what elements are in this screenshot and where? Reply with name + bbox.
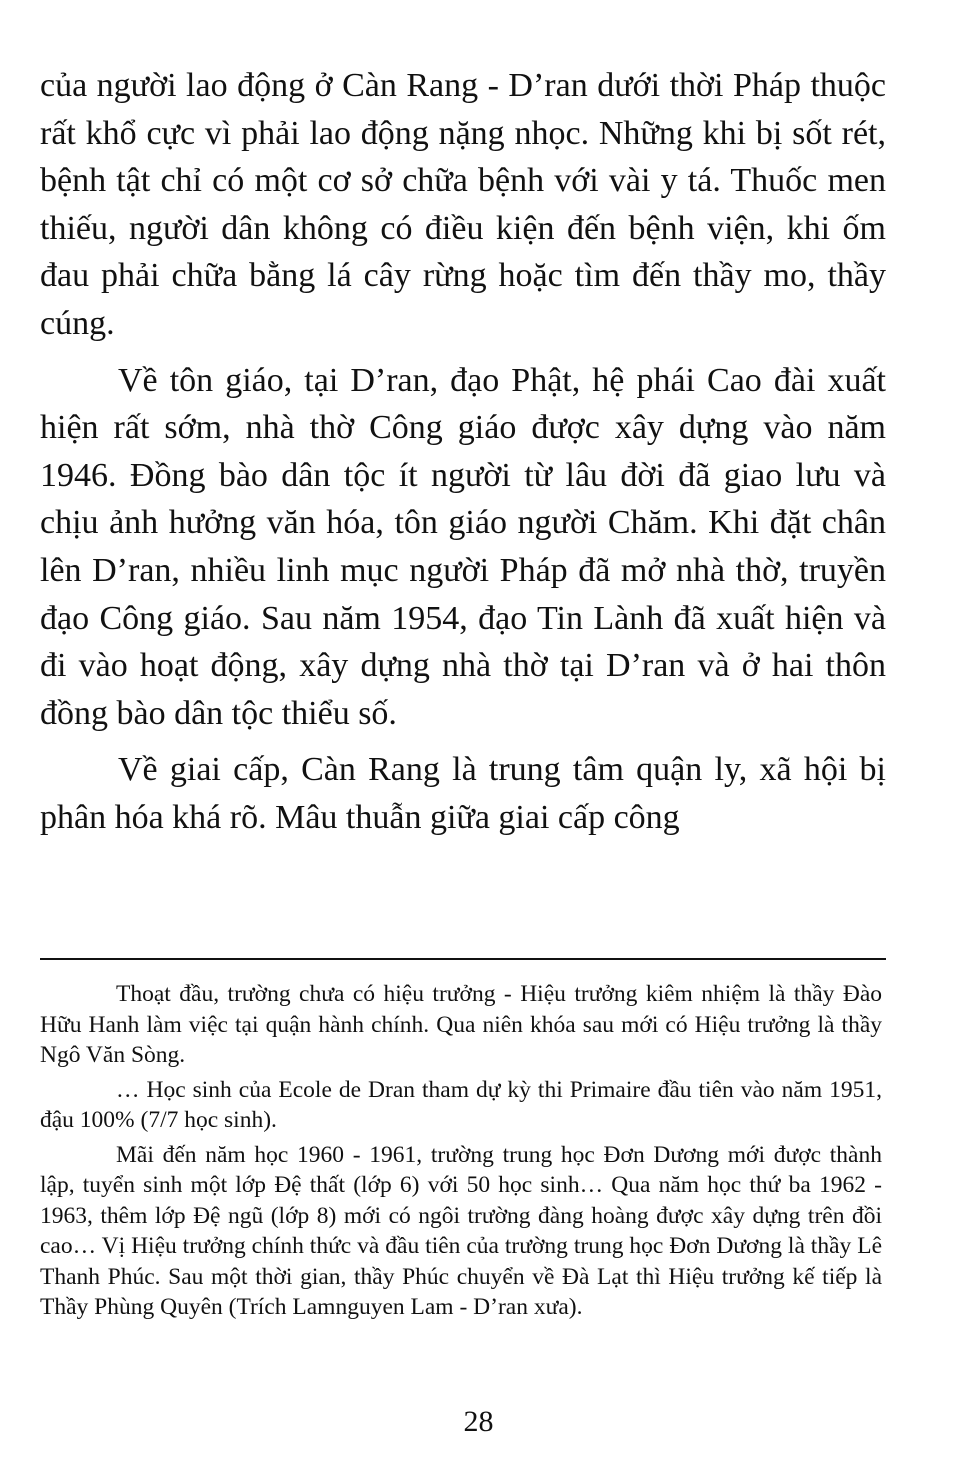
body-paragraph-3: Về giai cấp, Càn Rang là trung tâm quận ly, xã hội bị phân hóa khá rõ. Mâu thuẫn giữa giai cấp công	[40, 751, 886, 836]
body-paragraph-2: Về tôn giáo, tại D’ran, đạo Phật, hệ phái Cao đài xuất hiện rất sớm, nhà thờ Công giáo được xây dựng vào năm 1946. Đồng bào dân tộc ít người từ lâu đời đã giao lưu và chịu ảnh hưởng văn hóa, tôn giáo người Chăm. Khi đặt chân lên D’ran, nhiều linh mục người Pháp đã mở nhà thờ, truyền đạo Công giáo. Sau năm 1954, đạo Tin Lành đã xuất hiện và đi vào hoạt động, xây dựng nhà thờ tại D’ran và ở hai thôn đồng bào dân tộc thiểu số.	[40, 361, 886, 732]
footnote-paragraph-1: Thoạt đầu, trường chưa có hiệu trưởng - Hiệu trưởng kiêm nhiệm là thầy Đào Hữu Hanh làm việc tại quận hành chính. Qua niên khóa sau mới có Hiệu trưởng là thầy Ngô Văn Sòng.	[40, 981, 882, 1068]
footnote-divider	[40, 958, 886, 960]
footnote-block	[40, 979, 882, 1323]
footnote-paragraph-3: Mãi đến năm học 1960 - 1961, trường trung học Đơn Dương mới được thành lập, tuyển sinh một lớp Đệ thất (lớp 6) với 50 học sinh… Qua năm học thứ ba 1962 - 1963, thêm lớp Đệ ngũ (lớp 8) mới có ngôi trường đàng hoàng được xây dựng trên đồi cao… Vị Hiệu trưởng chính thức và đầu tiên của trường trung học Đơn Dương là thầy Lê Thanh Phúc. Sau một thời gian, thầy Phúc chuyển về Đà Lạt thì Hiệu trưởng kế tiếp là Thầy Phùng Quyên (Trích Lamnguyen Lam - D’ran xưa).	[40, 1141, 882, 1320]
body-paragraph-1: của người lao động ở Càn Rang - D’ran dưới thời Pháp thuộc rất khổ cực vì phải lao động nặng nhọc. Những khi bị sốt rét, bệnh tật chỉ có một cơ sở chữa bệnh với vài y tá. Thuốc men thiếu, người dân không có điều kiện đến bệnh viện, khi ốm đau phải chữa bằng lá cây rừng hoặc tìm đến thầy mo, thầy cúng.	[40, 67, 886, 342]
page-number: 28	[463, 1405, 494, 1438]
footnote-paragraph-2: … Học sinh của Ecole de Dran tham dự kỳ thi Primaire đầu tiên vào năm 1951, đậu 100% (7/7 học sinh).	[40, 1076, 882, 1133]
body-text	[40, 62, 886, 842]
